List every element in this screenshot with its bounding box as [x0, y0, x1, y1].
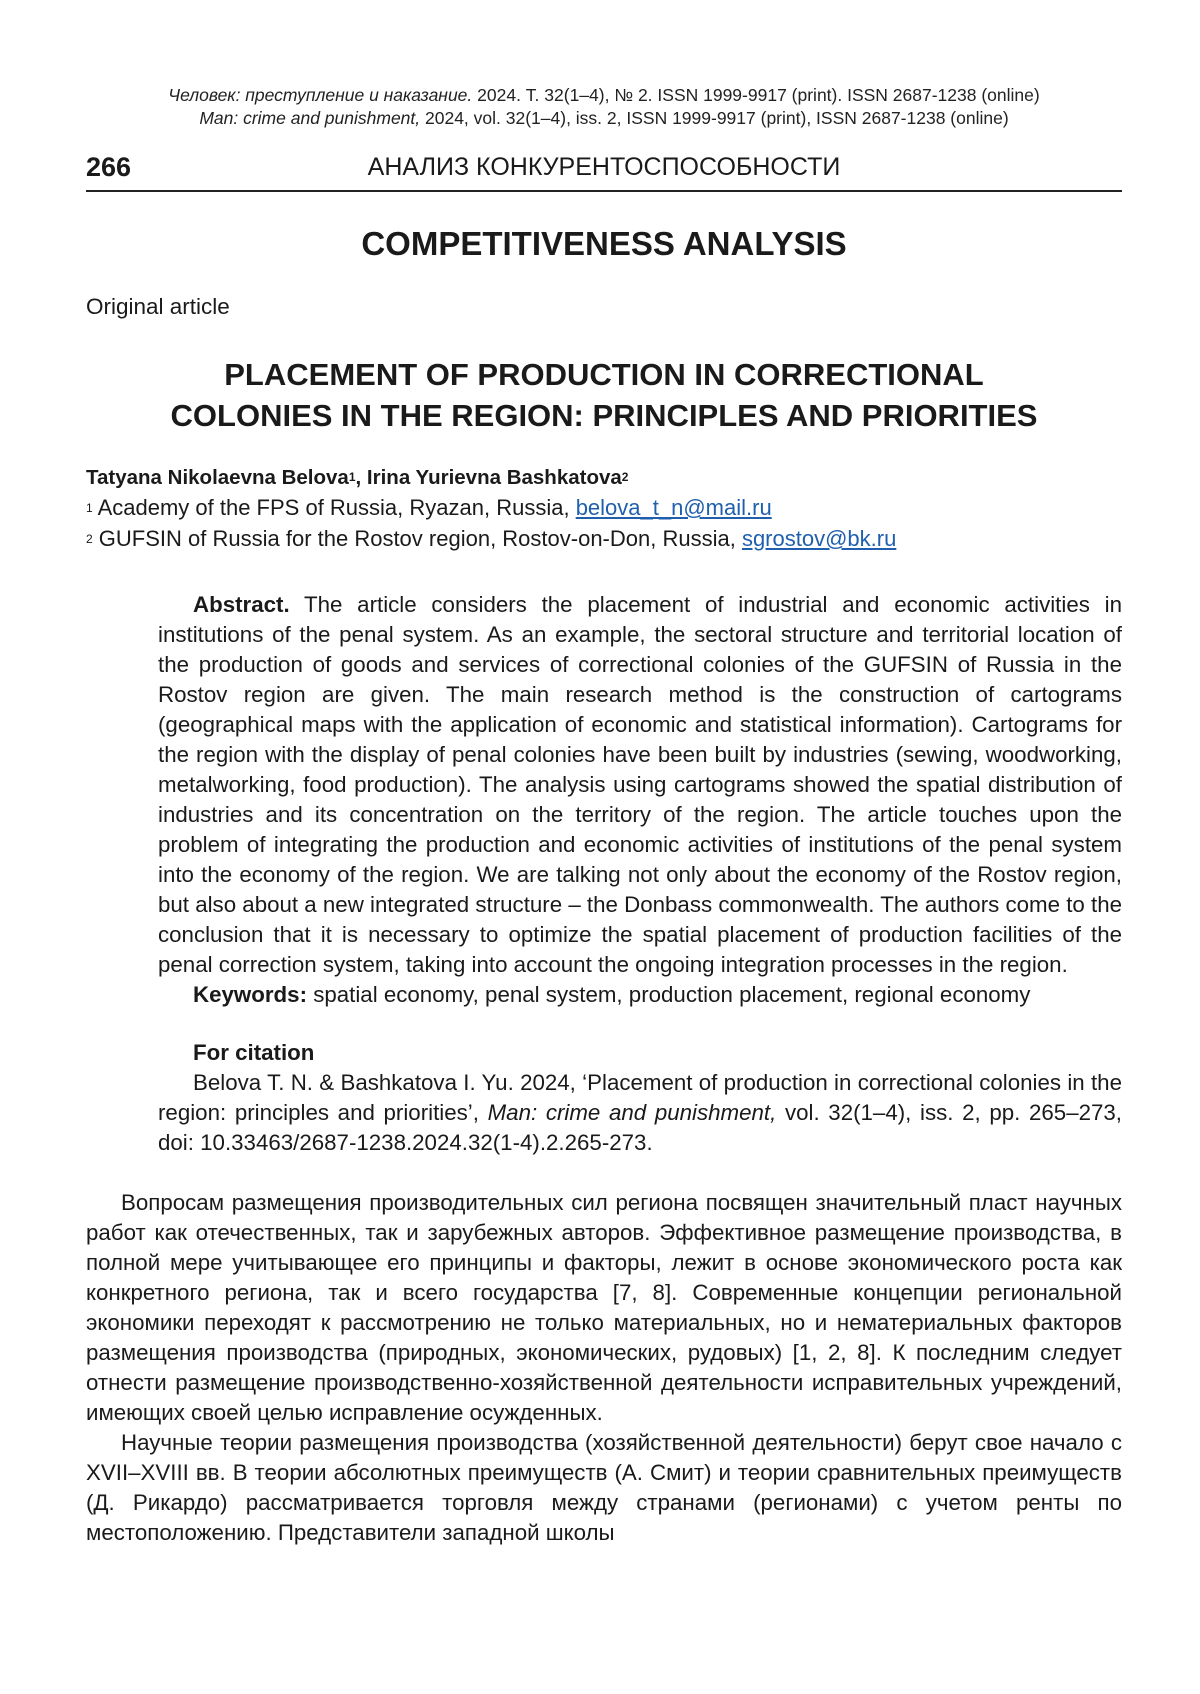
journal-details-ru: 2024. Т. 32(1–4), № 2. ISSN 1999-9917 (print). ISSN 2687-1238 (online) — [472, 85, 1040, 105]
abstract-label: Abstract. — [193, 592, 290, 617]
abstract — [158, 590, 1122, 980]
affiliation-number: 1 — [86, 501, 93, 515]
keywords-text: spatial economy, penal system, production placement, regional economy — [307, 982, 1031, 1007]
affiliation-marker: 2 — [621, 470, 629, 484]
running-head — [86, 150, 1122, 192]
abstract-section — [158, 590, 1122, 1158]
article-title-line-1: PLACEMENT OF PRODUCTION IN CORRECTIONAL — [224, 357, 984, 392]
author-name: Irina Yurievna Bashkatova — [366, 466, 622, 489]
journal-line-ru — [86, 84, 1122, 107]
author-name: Tatyana Nikolaevna Belova — [86, 466, 349, 489]
article-title — [86, 354, 1122, 436]
citation-heading: For citation — [193, 1040, 315, 1065]
keywords — [158, 980, 1122, 1010]
journal-line-en — [86, 107, 1122, 130]
affiliation-number: 2 — [86, 532, 93, 546]
article-title-line-2: COLONIES IN THE REGION: PRINCIPLES AND PRIORITIES — [170, 398, 1038, 433]
author-separator: , — [355, 466, 367, 489]
section-title-en: COMPETITIVENESS ANALYSIS — [361, 225, 847, 262]
affiliation-text: Academy of the FPS of Russia, Ryazan, Russia, — [92, 495, 576, 520]
section-title-ru: АНАЛИЗ КОНКУРЕНТОСПОСОБНОСТИ — [367, 153, 841, 181]
journal-details-en: 2024, vol. 32(1–4), iss. 2, ISSN 1999-9917 (print), ISSN 2687-1238 (online) — [420, 108, 1009, 128]
article-page — [86, 0, 1122, 1548]
abstract-text: The article considers the placement of industrial and economic activities in institutions of the penal system. As an example, the sectoral structure and territorial location of the production of goods and services of correctional colonies of the GUFSIN of Russia in the Rostov region are given. The main research method is the construction of cartograms (geographical maps with the application of economic and statistical information). Cartograms for the region with the display of penal colonies have been built by industries (sewing, woodworking, metalworking, food production). The analysis using cartograms showed the spatial distribution of industries and its concentration on the territory of the region. The article touches upon the problem of integrating the production and economic activities of institutions of the penal system into the economy of the region. We are talking not only about the economy of the Rostov region, but also about a new integrated structure – the Donbass commonwealth. The authors come to the conclusion that it is necessary to optimize the spatial placement of production facilities of the penal correction system, taking into account the ongoing integration processes in the region. — [158, 592, 1122, 977]
citation-reference: Belova T. N. & Bashkatova I. Yu. 2024, ‘Placement of production in correctional colonies in the region: principles and priorities’, — [158, 1070, 1122, 1125]
journal-title-en: Man: crime and punishment, — [199, 108, 421, 128]
affiliation-text: GUFSIN of Russia for the Rostov region, Rostov-on-Don, Russia, — [92, 526, 742, 551]
journal-title-ru: Человек: преступление и наказание. — [168, 85, 473, 105]
body-paragraph: Научные теории размещения производства (хозяйственной деятельности) берут свое начало с XVII–XVIII вв. В теории абсолютных преимуществ (А. Смит) и теории сравнительных преимуществ (Д. Рикардо) рассматривается торговля между странами (регионами) с учетом ренты по местоположению. Представители западной школы — [86, 1430, 1122, 1545]
article-type: Original article — [86, 294, 230, 319]
citation-details: vol. 32(1–4), iss. 2, pp. 265–273, doi: 10.33463/2687-1238.2024.32(1-4).2.265-273. — [158, 1100, 1122, 1155]
article-body — [86, 1188, 1122, 1548]
author-list — [86, 464, 1122, 492]
journal-header — [86, 84, 1122, 130]
affiliation-marker: 1 — [348, 470, 356, 484]
citation-journal: Man: crime and punishment, — [487, 1100, 777, 1125]
affiliation — [86, 492, 1122, 523]
page-number: 266 — [86, 152, 132, 182]
email-link[interactable]: sgrostov@bk.ru — [741, 526, 897, 551]
citation-text — [158, 1068, 1122, 1158]
affiliation — [86, 523, 1122, 554]
body-paragraph: Вопросам размещения производительных сил региона посвящен значительный пласт научных работ как отечественных, так и зарубежных авторов. Эффективное размещение производства, в полной мере учитывающее его принципы и факторы, лежит в основе экономического роста как конкретного региона, так и всего государства [7, 8]. Современные концепции региональной экономики переходят к рассмотрению не только материальных, но и нематериальных факторов размещения производства (природных, экономических, рудовых) [1, 2, 8]. К последним следует отнести размещение производственно-хозяйственной деятельности исправительных учреждений, имеющих своей целью исправление осужденных. — [86, 1190, 1122, 1425]
email-link[interactable]: belova_t_n@mail.ru — [575, 495, 772, 520]
keywords-label: Keywords: — [193, 982, 307, 1007]
